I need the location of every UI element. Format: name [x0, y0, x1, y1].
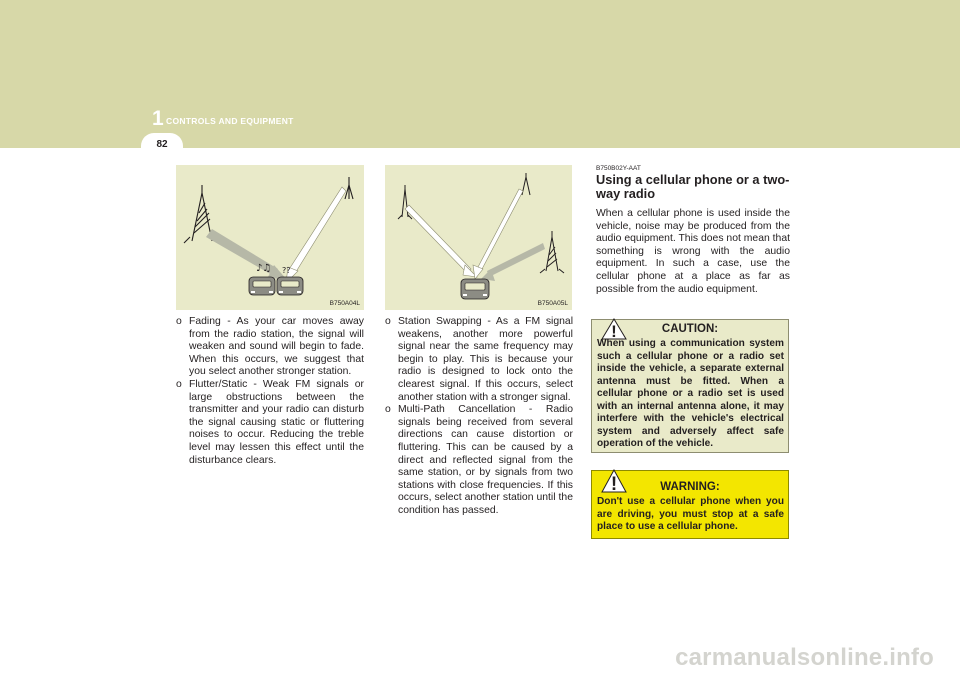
car-right-icon	[277, 277, 303, 295]
list-item	[385, 316, 573, 404]
warning-heading: WARNING:	[660, 481, 720, 493]
svg-text:!: !	[610, 474, 618, 493]
tower-right-icon	[540, 231, 564, 273]
signal-beam-right	[487, 243, 545, 277]
middle-column	[385, 316, 573, 518]
car-left-icon	[249, 277, 275, 295]
list-item-text: Fading - As your car moves away from the radio station, the signal will weaken and sound will begin to fade. When this occurs, we suggest that you select another stronger station.	[189, 316, 364, 378]
svg-text:!: !	[611, 322, 617, 340]
section-body: When a cellular phone is used inside the vehicle, noise may be produced from the audio equipment. This does not mean that something is wrong with the audio equipment. In such a case, use the cellular phone at a place as far as possible from the audio equipment.	[596, 208, 790, 295]
music-note-icon	[256, 263, 271, 274]
tower-top-icon	[522, 173, 530, 195]
fading-illustration	[176, 165, 364, 310]
car-icon	[461, 279, 489, 299]
tower-right-icon	[345, 177, 353, 199]
header-band	[0, 0, 960, 148]
caution-box	[591, 319, 789, 453]
figure-fading	[176, 165, 364, 310]
bullet-mark: o	[385, 316, 391, 327]
warning-text: Don't use a cellular phone when you are driving, you must stop at a safe place to use a cellular phone.	[597, 496, 784, 532]
list-item	[176, 379, 364, 467]
watermark: carmanualsonline.info	[675, 644, 934, 671]
left-column	[176, 316, 364, 467]
bullet-mark: o	[385, 404, 391, 416]
list-item-text: Flutter/Static - Weak FM signals or large obstructions between the transmitter and your radio can disturb the signal causing static or fluttering noises to occur. Reducing the treble level may lessen this effect until the disturbance clears.	[189, 378, 364, 466]
list-item	[385, 404, 573, 517]
chapter-number: 1	[152, 107, 164, 130]
section-title: Using a cellular phone or a two-way radio	[596, 172, 790, 201]
list-item	[176, 316, 364, 379]
warning-box	[591, 470, 789, 539]
caution-heading: CAUTION:	[661, 323, 719, 335]
figure-station-swapping	[385, 165, 572, 310]
section-code: B750B02Y-AAT	[596, 165, 641, 172]
figure-code: B750A04L	[329, 300, 360, 307]
question-marks-icon: ??	[282, 266, 291, 275]
signal-beam-left	[405, 205, 471, 273]
caution-text: When using a communication system such a cellular phone or a radio set inside the vehicle, a separate external antenna must be fitted. When a cellular phone or a radio set is used with an internal antenna alone, it may interfere with the vehicle's electrical system and adversely affect safe operation of the vehicle.	[597, 338, 784, 449]
svg-text:♪♫: ♪♫	[256, 263, 272, 274]
chapter-title: CONTROLS AND EQUIPMENT	[166, 116, 294, 126]
list-item-text: Station Swapping - As a FM signal weakens, another more powerful signal near the same frequency may begin to play. This is because your radio is designed to lock onto the clearest signal. If this occurs, select another station with a stronger signal.	[398, 316, 573, 403]
station-swap-illustration	[385, 165, 572, 310]
page-number: 82	[156, 139, 168, 150]
list-item-text: Multi-Path Cancellation - Radio signals being received from several directions can cause distortion or fluttering. This can be caused by a direct and reflected signal from the same station, or by signals from two stations with close frequencies. If this occurs, select another station until the condition has passed.	[398, 404, 573, 516]
signal-beam-strong	[288, 187, 346, 275]
figure-code: B750A05L	[537, 300, 568, 307]
bullet-mark: o	[176, 378, 182, 390]
bullet-mark: o	[176, 316, 182, 327]
